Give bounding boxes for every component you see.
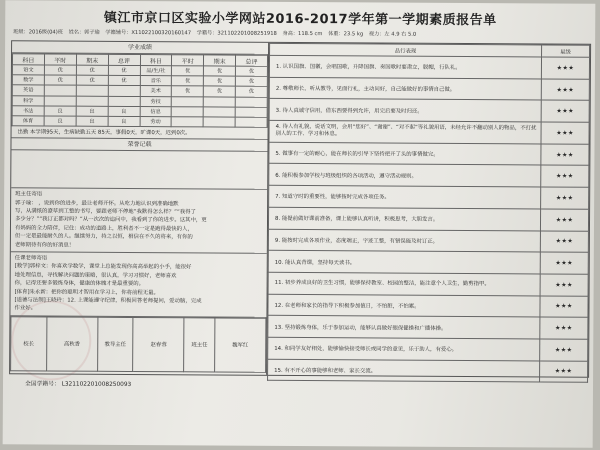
list-item <box>269 120 589 144</box>
grade-cell <box>172 106 204 116</box>
star-rating: ★★★ <box>541 165 589 187</box>
grade-cell <box>108 86 140 96</box>
grade-cell: 劳技 <box>140 96 172 106</box>
grade-cell <box>235 107 267 117</box>
grade-cell <box>203 96 235 106</box>
grade-cell: 优 <box>236 66 268 76</box>
grade-cell: 良 <box>108 106 140 116</box>
list-item <box>269 142 589 166</box>
subject-comment <box>10 252 266 317</box>
grade-cell: 优 <box>204 66 236 76</box>
signature-table <box>10 316 266 373</box>
grade-cell: 音乐 <box>140 76 172 86</box>
report-sheet <box>3 0 596 448</box>
grades-header: 科目 <box>140 55 172 66</box>
star-rating: ★★★ <box>541 144 589 166</box>
conduct-text: 3. 待人真诚守信用，借东西要得到允许，用完后要及时归还。 <box>269 99 541 122</box>
list-item <box>269 185 589 209</box>
honors-title: 荣誉记载 <box>11 138 267 152</box>
comment-line: 写，从满纸的潦草到工整的书写，要跟老师不停地“我默得怎么样？”“我得了 <box>15 208 196 216</box>
comment-line: 多少分？”“我订正都对吗？”从一次次的追问中，我看到了你的进步。这其中，更 <box>15 216 207 224</box>
star-rating: ★★★ <box>540 296 588 318</box>
star-rating: ★★★ <box>540 361 588 383</box>
right-column <box>267 43 590 377</box>
info-weight: 体重：23.5 kg <box>328 31 364 38</box>
grades-header: 总评 <box>236 55 268 66</box>
grade-cell: 科学 <box>12 95 44 105</box>
info-height: 身高：118.5 cm <box>282 30 323 38</box>
star-rating: ★★★ <box>541 79 589 101</box>
grade-cell: 体育 <box>12 116 44 126</box>
grades-table <box>12 53 268 128</box>
honors-area <box>11 150 267 190</box>
list-item <box>268 316 588 340</box>
star-rating: ★★★ <box>540 252 588 274</box>
grade-cell: 良 <box>44 116 76 126</box>
grade-cell: 优 <box>172 66 204 76</box>
star-rating: ★★★ <box>541 187 589 209</box>
conduct-text: 14. 和同学友好相处，能够愉快接受师长或同学的意见，乐于助人，有爱心。 <box>268 337 540 360</box>
info-student-id: 学籍辅号：X110221003201601​47 <box>105 29 192 37</box>
subject-comment-title: 任课老师寄语 <box>14 255 48 262</box>
grade-cell: 良 <box>108 116 140 126</box>
conduct-text: 4. 待人有礼貌，说话文明，会用“您好”、“谢谢”、“对不起”等礼貌用语，未经允许不翻动别人的物品，不打扰别人的工作、学习和休息。 <box>269 120 541 143</box>
star-rating: ★★★ <box>541 57 589 79</box>
grade-cell: 美术 <box>140 86 172 96</box>
teacher-comment-title: 班主任寄语 <box>15 191 43 198</box>
comment-line: 地处理信息，寻找解决问题的策略，很认真，学习习惯好，老师喜欢 <box>14 272 177 280</box>
grade-cell: 语文 <box>12 65 44 75</box>
grade-cell: 优 <box>44 65 76 75</box>
report-frame <box>9 40 591 378</box>
grade-cell: 优 <box>235 86 267 96</box>
star-rating: ★★★ <box>540 339 588 361</box>
star-rating: ★★★ <box>540 274 588 296</box>
star-rating: ★★★ <box>540 230 588 252</box>
teacher-name: 魏军红 <box>215 318 266 372</box>
dean-name: 赵春蓉 <box>133 317 184 371</box>
grade-cell: 优 <box>44 75 76 85</box>
level-header: 星级 <box>542 45 590 57</box>
grades-header: 总评 <box>108 54 140 65</box>
grade-cell <box>44 96 76 106</box>
grade-cell: 数学 <box>12 75 44 85</box>
grade-cell: 劳动 <box>140 116 172 126</box>
comment-line: 但一定是最能耐久的人。继续努力，持之以恒，相信在不久的将来，有你的 <box>14 233 193 241</box>
grades-header: 期末 <box>204 55 236 66</box>
grade-cell: 良 <box>44 106 76 116</box>
conduct-text: 15. 有不开心的事能够和老师、家长交流。 <box>268 359 540 382</box>
grade-cell <box>172 96 204 106</box>
signature-row <box>11 317 266 373</box>
grades-header: 科目 <box>12 54 44 65</box>
conduct-text: 2. 尊敬师长，听从教导，见面行礼，主动问好，自己能做好的事情自己做。 <box>269 77 541 100</box>
grade-cell: 优 <box>204 76 236 86</box>
list-item <box>269 99 589 123</box>
conduct-text: 13. 坚持锻炼身体，乐于参加运动，能够认真做好眼保健操和广播体操。 <box>268 316 540 339</box>
conduct-header: 品行表现 <box>270 43 542 57</box>
list-item <box>268 229 588 253</box>
grade-cell: 书法 <box>12 105 44 115</box>
comment-line: [数学]郭梓文：你喜欢学数学，课堂上总能发现你高高举起的小手，能很好 <box>14 263 192 271</box>
grade-cell: 优 <box>76 75 108 85</box>
list-item <box>268 337 588 361</box>
grades-header: 期末 <box>76 54 108 65</box>
grade-cell <box>235 97 267 107</box>
grades-header: 平时 <box>172 55 204 66</box>
conduct-table <box>267 43 590 383</box>
grade-cell <box>203 107 235 117</box>
conduct-text: 6. 能积极参加学校与班级组织的各项活动，遵守活动规则。 <box>269 164 541 187</box>
page-title: 镇江市京口区实验小学网站2016-2017学年第一学期素质报告单 <box>103 10 497 29</box>
comment-line: 郭子瑜： ，说到你的进步，最让老师开怀。从吃力地认识到准确地默 <box>15 199 179 207</box>
grade-cell <box>171 117 203 127</box>
principal-name: 高秋香 <box>46 317 97 371</box>
star-rating: ★★★ <box>541 122 589 144</box>
list-item <box>269 55 589 79</box>
grades-title: 学业成绩 <box>12 41 268 55</box>
grade-cell: 良 <box>76 116 108 126</box>
conduct-text: 10. 能认真背课，坚持每天读书。 <box>268 251 540 274</box>
star-rating: ★★★ <box>540 209 588 231</box>
grade-cell: 优 <box>108 76 140 86</box>
list-item <box>268 272 588 296</box>
grade-cell: 优 <box>235 76 267 86</box>
conduct-text: 5. 做事有一定的耐心，能在师长的引导下坚持把开了头的事情做完。 <box>269 142 541 165</box>
info-class: 班级：2016级(04)班 <box>13 29 63 36</box>
teacher-label: 班主任 <box>184 318 215 372</box>
conduct-text: 12. 在老师和家长的指导下积极参加值日，不怕脏，不怕累。 <box>268 294 540 317</box>
grade-cell: 优 <box>108 65 140 75</box>
grade-cell: 品/生/社 <box>140 66 172 76</box>
comment-line: [道德与法制]王晓玲：12. 上课能遵守纪律，积极回答老师提问，爱动脑，完成 <box>14 297 202 305</box>
info-code: 学籍号：32110220100825​1918 <box>196 30 277 37</box>
grade-cell <box>203 117 235 127</box>
conduct-text: 9. 能按时完成各项作业，态度端正，字迹工整，有错误能及时订正。 <box>268 229 540 252</box>
grade-cell <box>44 85 76 95</box>
grade-cell: 优 <box>172 76 204 86</box>
student-info <box>13 28 593 39</box>
grade-cell: 良 <box>76 106 108 116</box>
grade-cell: 优 <box>172 86 204 96</box>
list-item <box>269 164 589 188</box>
star-rating: ★★★ <box>541 100 589 122</box>
dean-label: 教导主任 <box>97 317 133 371</box>
grade-cell: 信息 <box>140 106 172 116</box>
list-item <box>268 251 588 275</box>
comment-line: 你，记得还要多锻炼身体，健康的体魄才是最重要的。 <box>14 280 145 288</box>
national-student-id: 全国学籍号： L3211022010082500​93 <box>24 381 132 388</box>
info-name: 姓名：郭子瑜 <box>68 29 100 36</box>
info-vision: 视力：左 4.9 右 5.0 <box>368 31 417 38</box>
list-item <box>268 207 588 231</box>
grade-cell <box>108 96 140 106</box>
grades-header: 平时 <box>44 54 76 65</box>
left-column <box>10 41 269 375</box>
comment-line: [体育]朱永新：把你的聪明才智用在学习上，你将前程无量。 <box>14 288 159 296</box>
comment-line: 老师期待有你的好消息！ <box>14 241 75 249</box>
list-item <box>268 294 588 318</box>
conduct-text: 8. 能提前做好课前准备，课上能够认真听讲，积极思考，大胆发言。 <box>268 207 540 230</box>
star-rating: ★★★ <box>540 317 588 339</box>
attendance: 出勤 本学期95天，生病缺勤五天 85天，事假0天，旷课0天，迟到0次。 <box>12 126 268 140</box>
comment-line: 有妈妈的全力陪伴，记住：成功的道路上，胜利者不一定是跑得最快的人， <box>14 225 193 233</box>
conduct-text: 7. 知道守时的重要性，能够按时完成各项任务。 <box>269 185 541 208</box>
grade-cell: 优 <box>76 65 108 75</box>
teacher-comment <box>11 188 267 253</box>
grade-cell: 优 <box>204 86 236 96</box>
grade-cell <box>235 117 267 127</box>
principal-label: 校长 <box>11 317 47 371</box>
list-item <box>268 359 588 383</box>
grade-cell: 英语 <box>12 85 44 95</box>
list-item <box>269 77 589 101</box>
grade-cell <box>76 86 108 96</box>
conduct-text: 1. 认识国旗、国徽，会唱国歌，升降国旗、奏国歌时要肃立，脱帽，行队礼。 <box>269 55 541 78</box>
conduct-text: 11. 初步养成良好的卫生习惯，能够保持教室、校园的整洁，能注意个人卫生，勤剪指甲。 <box>268 272 540 295</box>
comment-line: 作业好。 <box>14 305 37 312</box>
grade-cell <box>76 96 108 106</box>
